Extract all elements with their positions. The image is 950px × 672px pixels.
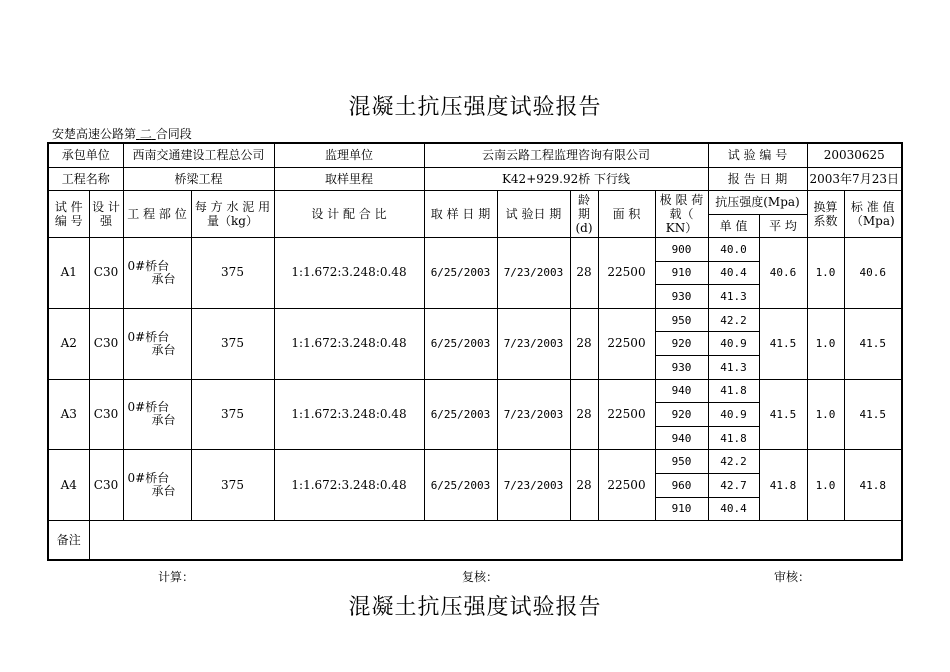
project-suffix: 合同段 (155, 127, 192, 141)
project-section: 二 (139, 127, 152, 141)
single-strength: 41.8 (708, 426, 759, 450)
header-factor: 换算 系数 (807, 191, 844, 238)
report-date-label: 报 告 日 期 (708, 168, 807, 191)
header-design-grade: 设 计 强 (89, 191, 123, 238)
average-strength: 41.5 (759, 308, 807, 379)
header-load: 极 限 荷 载（ KN） (655, 191, 708, 238)
age-days: 28 (570, 308, 598, 379)
remarks-value (89, 521, 902, 561)
header-area: 面 积 (598, 191, 655, 238)
column-header-row-1 (48, 191, 902, 215)
sample-date: 6/25/2003 (424, 308, 497, 379)
part (123, 379, 191, 450)
report-title: 混凝土抗压强度试验报告 (348, 95, 602, 120)
single-strength: 40.9 (708, 403, 759, 427)
part-line-2: 承台 (151, 484, 176, 499)
load-value: 940 (655, 379, 708, 403)
header-specimen-no: 试 件 编 号 (48, 191, 89, 238)
single-strength: 42.2 (708, 450, 759, 474)
remarks-label: 备注 (48, 521, 89, 561)
area: 22500 (598, 379, 655, 450)
part-line-1: 0#桥台 (127, 471, 170, 486)
single-strength: 41.3 (708, 355, 759, 379)
contractor-value: 西南交通建设工程总公司 (123, 143, 274, 168)
header-average: 平 均 (759, 215, 807, 238)
sampling-label: 取样里程 (274, 168, 424, 191)
report-date-value: 2003年7月23日 (807, 168, 902, 191)
standard-value: 41.5 (844, 308, 902, 379)
header-sample-date: 取 样 日 期 (424, 191, 497, 238)
load-value: 930 (655, 355, 708, 379)
design-grade: C30 (89, 238, 123, 309)
part-line-1: 0#桥台 (127, 258, 170, 273)
specimen-id: A1 (48, 238, 89, 309)
single-strength: 42.2 (708, 308, 759, 332)
test-no-label: 试 验 编 号 (708, 143, 807, 168)
specimen-id: A4 (48, 450, 89, 521)
specimen-id: A3 (48, 379, 89, 450)
load-value: 900 (655, 238, 708, 262)
single-strength: 40.4 (708, 497, 759, 521)
single-strength: 40.4 (708, 261, 759, 285)
footer-review: 复核： (462, 570, 499, 584)
footer-audit: 审核： (774, 570, 811, 584)
cement-amount: 375 (191, 379, 274, 450)
header-test-date: 试 验日 期 (497, 191, 570, 238)
project-name-label: 工程名称 (48, 168, 123, 191)
contractor-label: 承包单位 (48, 143, 123, 168)
part-line-2: 承台 (151, 413, 176, 428)
mix-ratio: 1:1.672:3.248:0.48 (274, 238, 424, 309)
header-single: 单 值 (708, 215, 759, 238)
average-strength: 41.8 (759, 450, 807, 521)
table-row (48, 308, 902, 332)
supervisor-label: 监理单位 (274, 143, 424, 168)
single-strength: 40.9 (708, 332, 759, 356)
mix-ratio: 1:1.672:3.248:0.48 (274, 450, 424, 521)
project-name-value: 桥梁工程 (123, 168, 274, 191)
sample-date: 6/25/2003 (424, 238, 497, 309)
area: 22500 (598, 238, 655, 309)
mix-ratio: 1:1.672:3.248:0.48 (274, 379, 424, 450)
standard-value: 41.5 (844, 379, 902, 450)
load-value: 910 (655, 497, 708, 521)
supervisor-value: 云南云路工程监理咨询有限公司 (424, 143, 708, 168)
header-standard: 标 准 值（Mpa) (844, 191, 902, 238)
single-strength: 41.8 (708, 379, 759, 403)
cement-amount: 375 (191, 238, 274, 309)
conversion-factor: 1.0 (807, 308, 844, 379)
project-prefix: 安楚高速公路第 (52, 127, 137, 141)
test-date: 7/23/2003 (497, 238, 570, 309)
average-strength: 41.5 (759, 379, 807, 450)
part-line-1: 0#桥台 (127, 400, 170, 415)
info-row-1 (48, 143, 902, 168)
load-value: 920 (655, 403, 708, 427)
table-row (48, 379, 902, 403)
conversion-factor: 1.0 (807, 238, 844, 309)
standard-value: 41.8 (844, 450, 902, 521)
info-row-2 (48, 168, 902, 191)
load-value: 950 (655, 308, 708, 332)
single-strength: 40.0 (708, 238, 759, 262)
standard-value: 40.6 (844, 238, 902, 309)
design-grade: C30 (89, 379, 123, 450)
mix-ratio: 1:1.672:3.248:0.48 (274, 308, 424, 379)
test-date: 7/23/2003 (497, 308, 570, 379)
test-date: 7/23/2003 (497, 379, 570, 450)
load-value: 960 (655, 473, 708, 497)
average-strength: 40.6 (759, 238, 807, 309)
part-line-1: 0#桥台 (127, 329, 170, 344)
sampling-value: K42+929.92桥 下行线 (424, 168, 708, 191)
conversion-factor: 1.0 (807, 379, 844, 450)
specimen-id: A2 (48, 308, 89, 379)
header-age: 龄 期 (d) (570, 191, 598, 238)
load-value: 920 (655, 332, 708, 356)
area: 22500 (598, 308, 655, 379)
test-date: 7/23/2003 (497, 450, 570, 521)
load-value: 950 (655, 450, 708, 474)
age-days: 28 (570, 450, 598, 521)
design-grade: C30 (89, 450, 123, 521)
report-title-repeat: 混凝土抗压强度试验报告 (348, 595, 602, 620)
conversion-factor: 1.0 (807, 450, 844, 521)
load-value: 940 (655, 426, 708, 450)
single-strength: 41.3 (708, 285, 759, 309)
sample-date: 6/25/2003 (424, 450, 497, 521)
single-strength: 42.7 (708, 473, 759, 497)
remarks-row (48, 521, 902, 561)
project-line (52, 125, 192, 142)
header-strength: 抗压强度(Mpa) (708, 191, 807, 215)
sample-date: 6/25/2003 (424, 379, 497, 450)
header-mix: 设 计 配 合 比 (274, 191, 424, 238)
part (123, 238, 191, 309)
age-days: 28 (570, 238, 598, 309)
cement-amount: 375 (191, 450, 274, 521)
footer-calc: 计算： (158, 570, 195, 584)
header-part: 工 程 部 位 (123, 191, 191, 238)
area: 22500 (598, 450, 655, 521)
part-line-2: 承台 (151, 271, 176, 286)
load-value: 930 (655, 285, 708, 309)
load-value: 910 (655, 261, 708, 285)
report-table (47, 142, 903, 561)
age-days: 28 (570, 379, 598, 450)
part (123, 308, 191, 379)
table-row (48, 450, 902, 474)
design-grade: C30 (89, 308, 123, 379)
header-cement: 每 方 水 泥 用 量（kg） (191, 191, 274, 238)
part (123, 450, 191, 521)
part-line-2: 承台 (151, 342, 176, 357)
table-row (48, 238, 902, 262)
test-no-value: 20030625 (807, 143, 902, 168)
cement-amount: 375 (191, 308, 274, 379)
